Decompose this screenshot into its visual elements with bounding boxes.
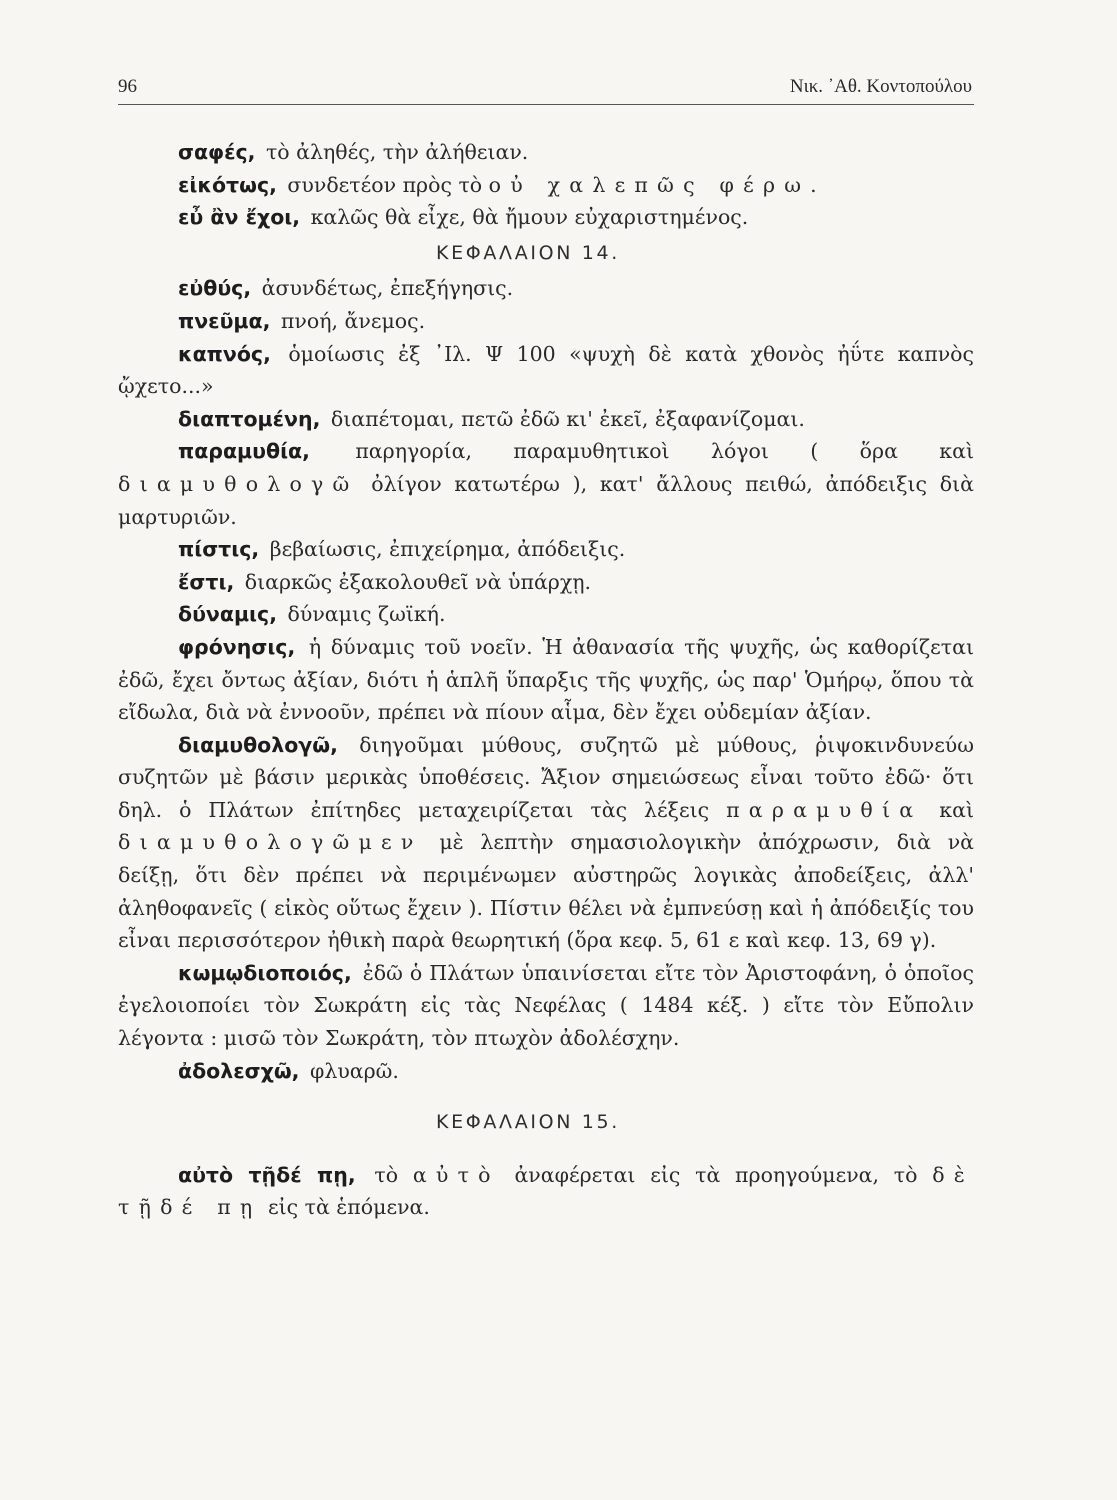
glossary-entry — [118, 435, 974, 533]
entry-text: διηγοῦμαι μύθους, συζητῶ μὲ μύθους, ῥιψοκινδυνεύω συζητῶν μὲ βάσιν μερικὰς ὑποθέσεις. Ἄξιον σημειώσεως εἶναι τοῦτο ἐδῶ· ὅτι δηλ. ὁ Πλάτων ἐπίτηδες μεταχειρίζεται τὰς λέξεις — [118, 732, 974, 822]
entry-lemma: εἰκότως, — [178, 172, 277, 197]
entry-lemma: διαπτομένη, — [178, 406, 321, 431]
glossary-entry — [118, 403, 974, 436]
entries-group-b — [118, 272, 974, 1087]
entry-lemma: ἀδολεσχῶ, — [178, 1058, 300, 1083]
entry-text: παρηγορία, παραμυθητικοὶ λόγοι ( ὅρα καὶ — [355, 439, 974, 464]
entry-text: φλυαρῶ. — [309, 1058, 399, 1083]
entries-group-c — [118, 1159, 974, 1224]
spaced-quote: παραμυθία — [726, 797, 923, 822]
entry-text-mid: καὶ — [922, 797, 974, 822]
entry-text-after: ὀλίγον κατωτέρω ), κατ' ἄλλους πειθώ, ἀπόδειξις διὰ μαρτυριῶν. — [118, 471, 974, 529]
entry-lemma: ἔστι, — [178, 569, 235, 594]
chapter-heading-15: ΚΕΦΑΛΑΙΟΝ 15. — [435, 1111, 621, 1134]
entry-text: πνοή, ἄνεμος. — [280, 308, 426, 333]
entry-text: δύναμις ζωϊκή. — [287, 602, 446, 627]
spaced-quote: διαμυθολογῶμεν — [118, 830, 423, 855]
entry-text: διαρκῶς ἐξακολουθεῖ νὰ ὑπάρχῃ. — [244, 569, 592, 594]
entry-text: ἐδῶ ὁ Πλάτων ὑπαινίσεται εἴτε τὸν Ἀριστοφάνη, ὁ ὁποῖος ἐγελοιοποίει τὸν Σωκράτη εἰς τὰς Νεφέλας ( 1484 κέξ. ) εἴτε τὸν Εὔπολιν λέγοντα : μισῶ τὸν Σωκράτη, τὸν πτωχὸν ἀδολέσχην. — [118, 960, 974, 1051]
glossary-entry — [118, 957, 974, 1055]
running-header — [118, 74, 974, 105]
entry-lemma: δύναμις, — [178, 602, 277, 627]
entry-text: τὸ ἀληθές, τὴν ἀλήθειαν. — [265, 140, 529, 164]
entry-lemma: διαμυθολογῶ, — [178, 732, 338, 757]
glossary-entry — [118, 631, 974, 729]
spaced-quote: διαμυθολογῶ — [118, 471, 359, 496]
glossary-entry — [118, 338, 974, 403]
spaced-quote: οὐ χαλεπῶς φέρω — [488, 172, 811, 197]
entry-lemma: εὐθύς, — [178, 276, 252, 301]
entry-lemma: πνεῦμα, — [178, 308, 271, 333]
entry-lemma: φρόνησις, — [178, 634, 296, 659]
entries-group-a — [118, 136, 974, 234]
entry-lemma: σαφές, — [178, 140, 256, 164]
entry-lemma: πίστις, — [178, 537, 260, 562]
chapter-heading-14: ΚΕΦΑΛΑΙΟΝ 14. — [435, 241, 621, 264]
glossary-entry — [118, 136, 974, 169]
entry-lemma: εὖ ἂν ἔχοι, — [178, 205, 301, 230]
glossary-entry — [118, 598, 974, 631]
glossary-entry — [118, 533, 974, 566]
entry-lemma: παραμυθία, — [178, 439, 310, 464]
entry-text: βεβαίωσις, ἐπιχείρημα, ἀπόδειξις. — [269, 537, 626, 562]
entry-text-after: . — [810, 172, 817, 197]
glossary-entry — [118, 566, 974, 599]
glossary-entry — [118, 1055, 974, 1088]
entry-text: καλῶς θὰ εἶχε, θὰ ἤμουν εὐχαριστημένος. — [310, 205, 749, 230]
spaced-quote: αὐτὸ — [412, 1162, 500, 1187]
page-number: 96 — [118, 76, 137, 97]
entry-lemma: καπνός, — [178, 341, 271, 366]
spaced-quote: δὲ τῇδέ πῃ — [118, 1162, 974, 1220]
glossary-entry — [118, 201, 974, 234]
commentary-text — [118, 136, 974, 1224]
entry-text: συνδετέον πρὸς τὸ — [287, 172, 489, 197]
glossary-entry — [118, 169, 974, 202]
glossary-entry — [118, 305, 974, 338]
glossary-entry — [118, 729, 974, 957]
glossary-entry — [118, 1159, 974, 1224]
entry-text-after: μὲ λεπτὴν σημασιολογικὴν ἀπόχρωσιν, διὰ νὰ δείξῃ, ὅτι δὲν πρέπει νὰ περιμένωμεν αὐστηρῶς λογικὰς ἀποδείξεις, ἀλλ' ἀληθοφανεῖς ( εἰκὸς οὕτως ἔχειν ). Πίστιν θέλει νὰ ἐμπνεύσῃ καὶ ἡ ἀπόδειξίς του εἶναι περισσότερον ἠθικὴ παρὰ θεωρητική (ὅρα κεφ. 5, 61 ε καὶ κεφ. 13, 69 γ). — [118, 830, 974, 953]
running-head-author: Νικ. ᾿Αθ. Κοντοπούλου — [789, 76, 972, 97]
glossary-entry — [118, 272, 974, 305]
entry-text-after: εἰς τὰ ἑπόμενα. — [261, 1195, 430, 1220]
entry-text: ἀσυνδέτως, ἐπεξήγησις. — [261, 276, 514, 301]
entry-text-mid: ἀναφέρεται εἰς τὰ προηγούμενα, τὸ — [499, 1162, 933, 1187]
entry-text: ὁμοίωσις ἐξ ᾿Ιλ. Ψ 100 «ψυχὴ δὲ κατὰ χθονὸς ἠΰτε καπνὸς ᾤχετο...» — [118, 341, 974, 399]
entry-text: τὸ — [374, 1162, 413, 1187]
entry-text: διαπέτομαι, πετῶ ἐδῶ κι' ἐκεῖ, ἐξαφανίζομαι. — [330, 406, 805, 431]
entry-lemma: αὐτὸ τῇδέ πῃ, — [178, 1162, 356, 1187]
entry-lemma: κωμῳδιοποιός, — [178, 960, 352, 985]
entry-text: ἡ δύναμις τοῦ νοεῖν. Ἡ ἀθανασία τῆς ψυχῆς, ὡς καθορίζεται ἐδῶ, ἔχει ὄντως ἀξίαν, διότι ἡ ἁπλῆ ὕπαρξις τῆς ψυχῆς, ὡς παρ' Ὁμήρῳ, ὅπου τὰ εἴδωλα, διὰ νὰ ἐννοοῦν, πρέπει νὰ πίουν αἷμα, δὲν ἔχει οὐδεμίαν ἀξίαν. — [118, 634, 974, 725]
